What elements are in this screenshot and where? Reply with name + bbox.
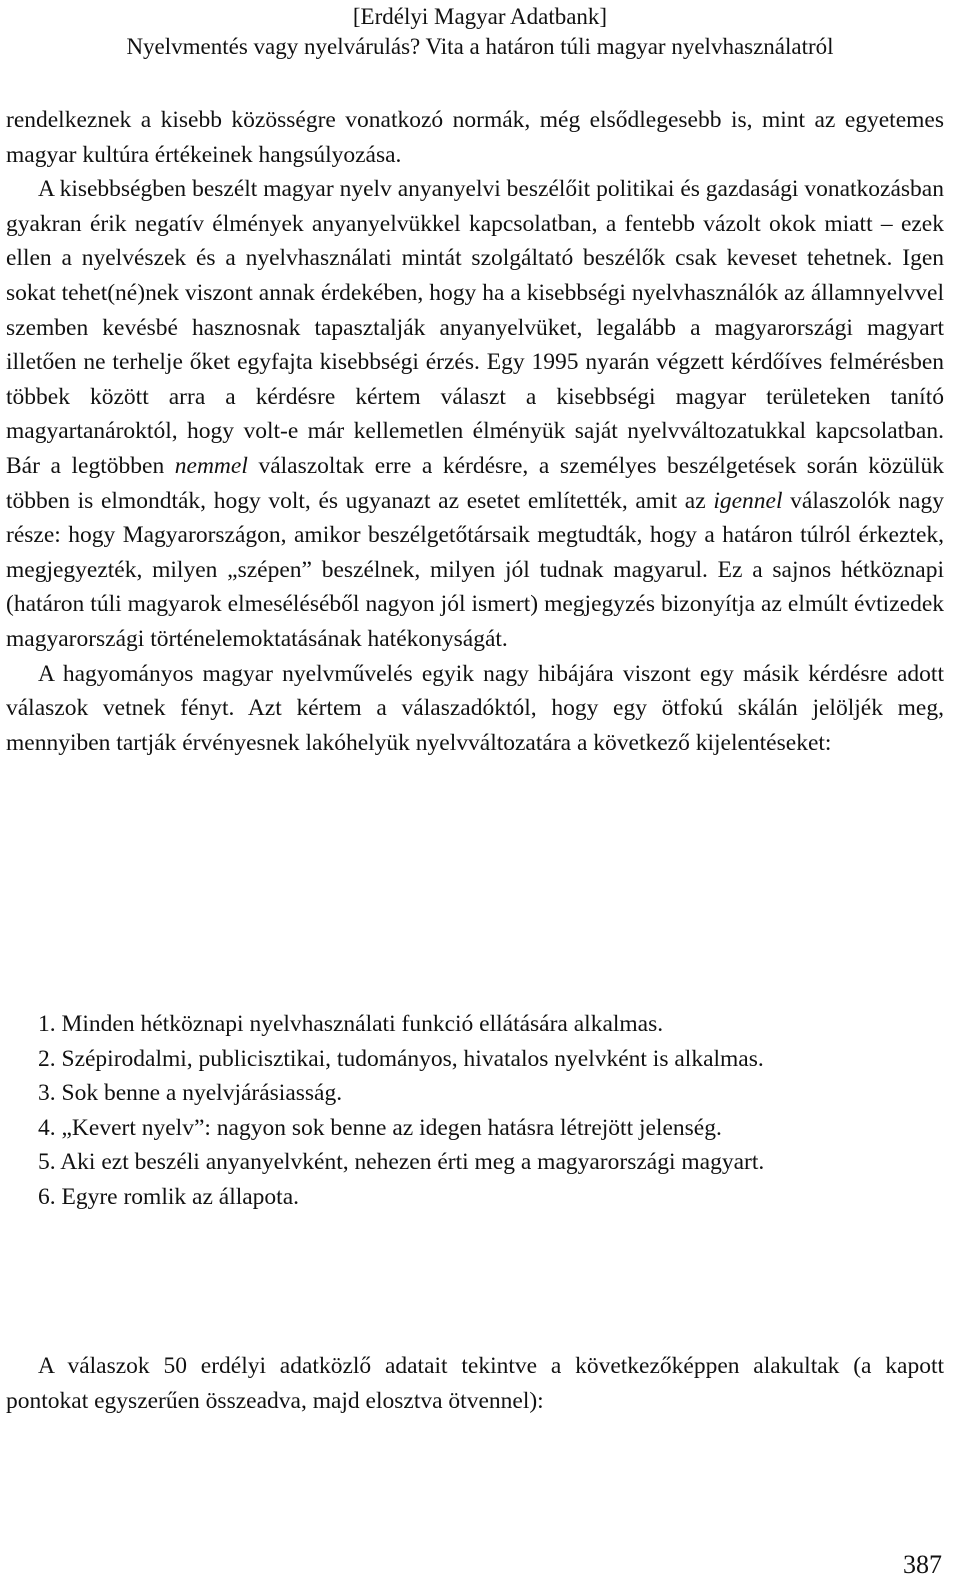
paragraph-survey-part-a: A kisebbségben beszélt magyar nyelv anyanyelvi beszélőit politikai és gazdasági vonatkozásban gyakran érik negatív élmények anyanyelvükkel kapcsolatban, a fentebb vázolt okok miatt – ezek ellen a nyelvészek és a nyelvhasználati mintát szolgáltató beszélők csak keveset tehetnek. Igen sokat tehet(né)nek viszont annak érdekében, hogy ha a kisebbségi nyelvhasználók az államnyelvvel szemben kevésbé hasznosnak tapasztalják anyanyelvüket, legalább a magyarországi magyart illetően ne terhelje őket egyfajta kisebbségi érzés. Egy 1995 nyarán végzett kérdőíves felmérésben többek között arra a kérdésre kértem választ a kisebbségi magyar területeken tanító magyartanároktól, hogy volt-e már kellemetlen élményük saját nyelvváltozatukkal kapcsolatban. Bár a legtöbben	[6, 176, 944, 479]
paragraph-survey-part-b: válaszoltak erre a kérdésre, a személyes beszélgetések során közülük többen is elmondták, hogy volt, és ugyanazt az esetet említették, amit az	[6, 452, 945, 514]
list-item: 6. Egyre romlik az állapota.	[38, 1183, 300, 1210]
emphasis-nemmel: nemmel	[174, 452, 248, 479]
paragraph-survey	[6, 172, 944, 656]
running-header	[0, 2, 960, 62]
header-title: Nyelvmentés vagy nyelvárulás? Vita a határon túli magyar nyelvhasználatról	[126, 34, 834, 59]
list-item: 4. „Kevert nyelv”: nagyon sok benne az idegen hatásra létrejött jelenség.	[38, 1114, 722, 1141]
list-item: 5. Aki ezt beszéli anyanyelvként, nehezen érti meg a magyarországi magyart.	[38, 1149, 765, 1176]
body-text	[6, 103, 944, 760]
paragraph-survey-part-c: válaszolók nagy része: hogy Magyarországon, amikor beszélgetőtársaik megtudták, hogy a határon túlról érkeztek, megjegyezték, milyen „szépen” beszélnek, milyen jól tudnak magyarul. Ez a sajnos hétköznapi (határon túli magyarok elmeséléséből nagyon jól ismert) megjegyzés bizonyítja az elmúlt évtizedek magyarországi történelemoktatásának hatékonyságát.	[6, 487, 944, 652]
paragraph-results-intro: A válaszok 50 erdélyi adatközlő adatait tekintve a következőképpen alakultak (a kapott pontokat egyszerűen összeadva, majd elosztva ötvennel):	[6, 1353, 944, 1414]
statement-list	[6, 1007, 944, 1215]
list-item: 1. Minden hétköznapi nyelvhasználati funkció ellátására alkalmas.	[38, 1011, 664, 1037]
list-item: 3. Sok benne a nyelvjárásiasság.	[38, 1080, 343, 1107]
page-number: 387	[903, 1550, 942, 1579]
paragraph-continuation: rendelkeznek a kisebb közösségre vonatkozó normák, még elsődlegesebb is, mint az egyetemes magyar kultúra értékeinek hangsúlyozása.	[6, 107, 944, 168]
list-item: 2. Szépirodalmi, publicisztikai, tudományos, hivatalos nyelvként is alkalmas.	[38, 1045, 764, 1072]
header-source: [Erdélyi Magyar Adatbank]	[352, 4, 608, 29]
paragraph-questions: A hagyományos magyar nyelvművelés egyik nagy hibájára viszont egy másik kérdésre adott válaszok vetnek fényt. Azt kértem a válaszadóktól, hogy egy ötfokú skálán jelöljék meg, mennyiben tartják érvényesnek lakóhelyük nyelvváltozatára a következő kijelentéseket:	[6, 660, 944, 756]
emphasis-igennel: igennel	[713, 487, 783, 514]
